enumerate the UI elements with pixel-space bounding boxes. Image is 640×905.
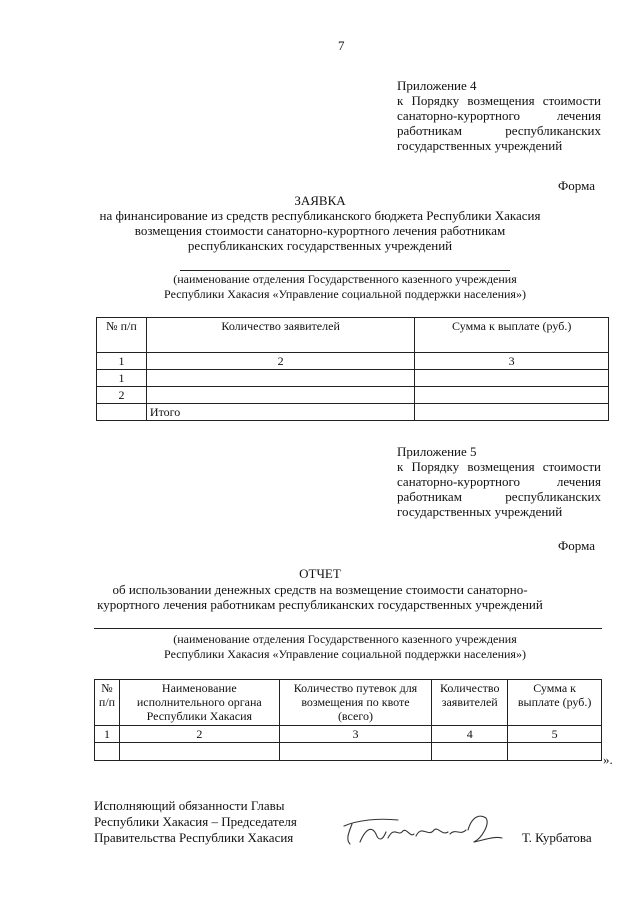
appendix-5-line-2 xyxy=(397,474,601,489)
table-cell: 1 xyxy=(95,726,120,743)
table-row xyxy=(97,353,609,370)
table-row-total xyxy=(97,404,609,421)
report-heading: ОТЧЕТ xyxy=(299,566,341,581)
table-header-row xyxy=(95,680,602,726)
table-cell: 1 xyxy=(97,370,147,387)
word: республиканских xyxy=(505,123,601,138)
appendix-4-line-4: государственных учреждений xyxy=(397,138,563,153)
appendix-5-line-3 xyxy=(397,489,601,504)
table-cell xyxy=(146,387,414,404)
word: к xyxy=(397,93,404,108)
appendix-4-title: Приложение 4 xyxy=(397,78,477,93)
appendix-4-form-label: Форма xyxy=(558,178,595,193)
report-caption xyxy=(80,632,610,662)
table-cell xyxy=(146,370,414,387)
application-name-rule xyxy=(180,270,510,271)
table-row xyxy=(97,370,609,387)
position-line: Исполняющий обязанности Главы xyxy=(94,798,285,813)
word: работникам xyxy=(397,489,462,504)
table-row xyxy=(95,743,602,761)
word: Порядку xyxy=(411,459,460,474)
appendix-5-line-4: государственных учреждений xyxy=(397,504,563,519)
appendix-5-form-label: Форма xyxy=(558,538,595,553)
word: республиканских xyxy=(505,489,601,504)
header-cell: Сумма к выплате (руб.) xyxy=(508,680,602,726)
table-cell xyxy=(415,370,609,387)
table-cell xyxy=(432,743,508,761)
subheading-line: курортного лечения работникам республиканских государственных учреждений xyxy=(97,597,543,612)
page-number: 7 xyxy=(338,38,345,53)
word: стоимости xyxy=(542,459,601,474)
word: санаторно-курортного xyxy=(397,108,520,123)
table-cell xyxy=(508,743,602,761)
appendix-4-block xyxy=(397,78,601,153)
subheading-line: об использовании денежных средств на возмещение стоимости санаторно- xyxy=(112,582,528,597)
table-cell: 3 xyxy=(279,726,432,743)
word: лечения xyxy=(556,474,601,489)
appendix-5-line-1 xyxy=(397,459,601,474)
table-cell: 2 xyxy=(97,387,147,404)
application-subheading xyxy=(40,208,600,253)
word: стоимости xyxy=(542,93,601,108)
table-cell: 2 xyxy=(119,726,279,743)
caption-line: (наименование отделения Государственного казенного учреждения xyxy=(173,272,517,286)
word: возмещения xyxy=(467,459,535,474)
table-row xyxy=(95,726,602,743)
appendix-5-title: Приложение 5 xyxy=(397,444,477,459)
signatory-name: Т. Курбатова xyxy=(522,830,592,845)
table-cell xyxy=(95,743,120,761)
subheading-line: возмещения стоимости санаторно-курортного лечения работникам xyxy=(134,223,506,238)
table-cell: 2 xyxy=(146,353,414,370)
caption-line: Республики Хакасия «Управление социальной поддержки населения») xyxy=(164,287,526,301)
appendix-4-line-3 xyxy=(397,123,601,138)
header-cell: Количество заявителей xyxy=(146,318,414,353)
table-cell xyxy=(415,387,609,404)
position-line: Республики Хакасия – Председателя xyxy=(94,814,297,829)
header-cell: Количество заявителей xyxy=(432,680,508,726)
table-cell: 1 xyxy=(97,353,147,370)
report-name-rule xyxy=(94,628,602,629)
application-heading: ЗАЯВКА xyxy=(294,193,346,208)
word: Порядку xyxy=(411,93,460,108)
caption-line: (наименование отделения Государственного казенного учреждения xyxy=(173,632,517,646)
header-cell: Наименование исполнительного органа Республики Хакасия xyxy=(119,680,279,726)
subheading-line: республиканских государственных учреждений xyxy=(187,238,453,253)
closing-quote-mark: ». xyxy=(603,752,613,767)
appendix-4-line-2 xyxy=(397,108,601,123)
table-header-row xyxy=(97,318,609,353)
table-cell: 5 xyxy=(508,726,602,743)
position-line: Правительства Республики Хакасия xyxy=(94,830,294,845)
table-cell xyxy=(279,743,432,761)
handwritten-signature xyxy=(338,808,508,852)
report-table xyxy=(94,679,602,761)
table-cell: Итого xyxy=(146,404,414,421)
word: лечения xyxy=(556,108,601,123)
word: возмещения xyxy=(467,93,535,108)
header-cell: Количество путевок для возмещения по квоте (всего) xyxy=(279,680,432,726)
application-caption xyxy=(80,272,610,302)
word: санаторно-курортного xyxy=(397,474,520,489)
table-cell: 4 xyxy=(432,726,508,743)
table-cell xyxy=(97,404,147,421)
word: работникам xyxy=(397,123,462,138)
appendix-5-block xyxy=(397,444,601,519)
signature-scribble xyxy=(338,808,508,852)
table-row xyxy=(97,387,609,404)
table-cell: 3 xyxy=(415,353,609,370)
application-table xyxy=(96,317,609,421)
signatory-position xyxy=(94,798,354,846)
table-cell xyxy=(415,404,609,421)
header-cell: № п/п xyxy=(95,680,120,726)
table-cell xyxy=(119,743,279,761)
header-cell: № п/п xyxy=(97,318,147,353)
report-subheading xyxy=(40,582,600,612)
header-cell: Сумма к выплате (руб.) xyxy=(415,318,609,353)
subheading-line: на финансирование из средств республиканского бюджета Республики Хакасия xyxy=(99,208,541,223)
caption-line: Республики Хакасия «Управление социальной поддержки населения») xyxy=(164,647,526,661)
appendix-4-line-1 xyxy=(397,93,601,108)
word: к xyxy=(397,459,404,474)
